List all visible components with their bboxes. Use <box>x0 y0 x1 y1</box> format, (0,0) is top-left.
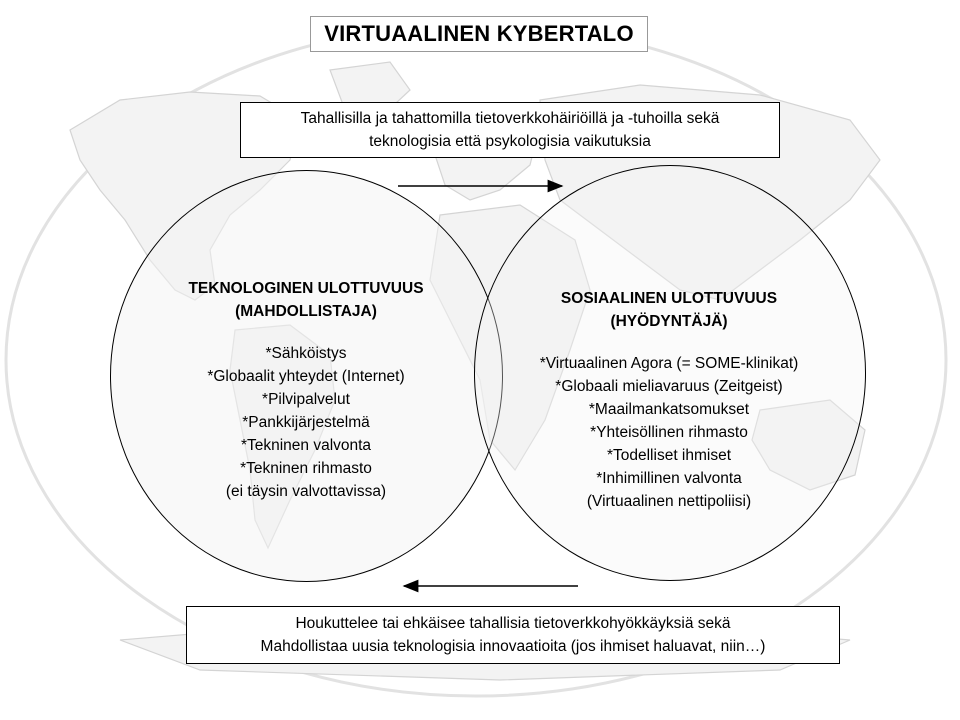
left-item-technical-mycelium: *Tekninen rihmasto <box>240 460 372 477</box>
left-item-technical-surveillance: *Tekninen valvonta <box>240 437 372 454</box>
right-item-virtual-agora: *Virtuaalinen Agora (= SOME-klinikat) <box>539 355 799 372</box>
right-item-global-mindspace: *Globaali mieliavaruus (Zeitgeist) <box>555 378 783 395</box>
left-item-cloud-services: *Pilvipalvelut <box>262 391 350 408</box>
technological-dimension-text <box>150 277 462 503</box>
top-note-line-2: teknologisia että psykologisia vaikutuksia <box>369 133 651 150</box>
top-note-line-1: Tahallisilla ja tahattomilla tietoverkkohäiriöillä ja -tuhoilla sekä <box>300 110 720 127</box>
right-heading-line-1: SOSIAALINEN ULOTTUVUUS <box>560 290 778 307</box>
left-item-global-connections: *Globaalit yhteydet (Internet) <box>207 368 405 385</box>
left-heading-line-1: TEKNOLOGINEN ULOTTUVUUS <box>188 280 424 297</box>
right-item-human-surveillance: *Inhimillinen valvonta <box>596 470 742 487</box>
bottom-note-line-1: Houkuttelee tai ehkäisee tahallisia tietoverkkohyökkäyksiä sekä <box>295 615 731 632</box>
left-item-banking-system: *Pankkijärjestelmä <box>242 414 370 431</box>
left-heading-line-2: (MAHDOLLISTAJA) <box>235 303 377 320</box>
left-item-note: (ei täysin valvottavissa) <box>225 483 387 500</box>
right-item-worldviews: *Maailmankatsomukset <box>588 401 750 418</box>
left-item-electrification: *Sähköistys <box>265 345 347 362</box>
right-item-community-mycelium: *Yhteisöllinen rihmasto <box>590 424 748 441</box>
bottom-note-line-2: Mahdollistaa uusia teknologisia innovaatioita (jos ihmiset haluavat, niin…) <box>260 638 766 655</box>
title-text: VIRTUAALINEN KYBERTALO <box>324 21 634 46</box>
right-heading-line-2: (HYÖDYNTÄJÄ) <box>610 313 728 330</box>
right-item-real-people: *Todelliset ihmiset <box>606 447 732 464</box>
social-dimension-text <box>504 287 834 513</box>
bottom-note-box <box>186 606 840 664</box>
right-item-note: (Virtuaalinen nettipoliisi) <box>586 493 752 510</box>
